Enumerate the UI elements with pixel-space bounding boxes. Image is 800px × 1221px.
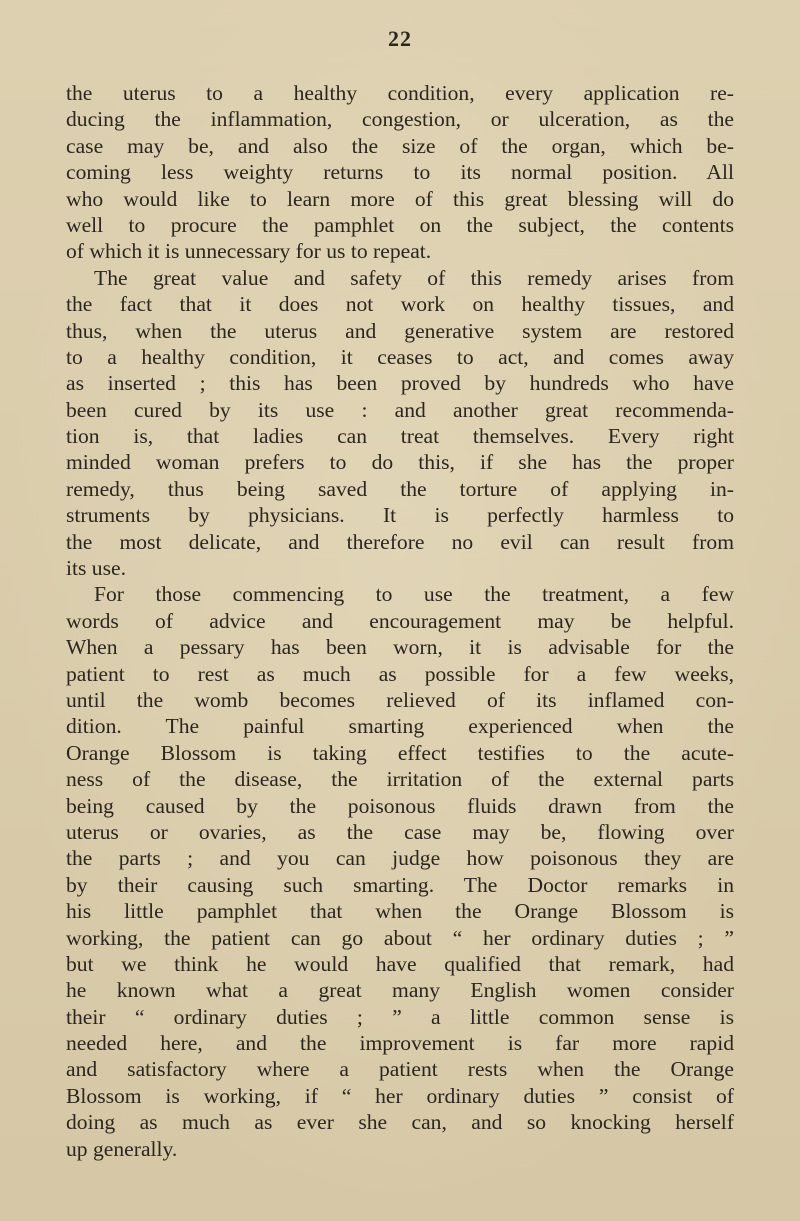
text-line: the uterus to a healthy condition, every application re-: [66, 81, 734, 105]
text-line: and satisfactory where a patient rests when the Orange: [66, 1057, 734, 1082]
text-line: of which it is unnecessary for us to repeat.: [66, 239, 432, 264]
text-line: their “ ordinary duties ; ” a little common sense is: [66, 1004, 734, 1029]
text-line: working, the patient can go about “ her ordinary duties ; ”: [66, 925, 734, 950]
text-line: uterus or ovaries, as the case may be, flowing over: [66, 819, 734, 844]
text-line: needed here, and the improvement is far more rapid: [66, 1031, 734, 1056]
page-number: 22: [388, 26, 412, 51]
text-line: to a healthy condition, it ceases to act, and comes away: [66, 344, 734, 369]
text-line: doing as much as ever she can, and so knocking herself: [66, 1110, 734, 1135]
text-line: remedy, thus being saved the torture of applying in-: [66, 476, 734, 501]
text-line: Blossom is working, if “ her ordinary duties ” consist of: [66, 1083, 734, 1108]
text-line: patient to rest as much as possible for a few weeks,: [66, 661, 734, 686]
text-line: he known what a great many English women consider: [66, 978, 734, 1003]
text-line: been cured by its use : and another great recommenda-: [66, 397, 734, 422]
paragraph: [66, 80, 734, 265]
text-line: tion is, that ladies can treat themselves. Every right: [66, 424, 734, 449]
paragraph: [66, 581, 734, 1162]
text-line: case may be, and also the size of the organ, which be-: [66, 133, 734, 158]
text-line: ness of the disease, the irritation of the external parts: [66, 767, 734, 792]
text-line: minded woman prefers to do this, if she has the proper: [66, 450, 734, 475]
text-line: For those commencing to use the treatment, a few: [94, 582, 734, 607]
text-line: Orange Blossom is taking effect testifies to the acute-: [66, 740, 734, 765]
text-line: When a pessary has been worn, it is advisable for the: [66, 635, 734, 660]
text-line: coming less weighty returns to its normal position. All: [66, 160, 734, 185]
text-line: up generally.: [66, 1136, 178, 1161]
text-line: the fact that it does not work on healthy tissues, and: [66, 292, 734, 317]
text-line: the parts ; and you can judge how poisonous they are: [66, 846, 734, 871]
text-line: thus, when the uterus and generative system are restored: [66, 318, 734, 343]
text-line: as inserted ; this has been proved by hundreds who have: [66, 371, 734, 396]
body-text: [66, 80, 734, 1162]
text-line: words of advice and encouragement may be helpful.: [66, 608, 734, 633]
text-line: The great value and safety of this remedy arises from: [94, 265, 734, 290]
text-line: but we think he would have qualified that remark, had: [66, 951, 734, 976]
paragraph: [66, 265, 734, 582]
text-line: the most delicate, and therefore no evil can result from: [66, 529, 734, 554]
text-line: struments by physicians. It is perfectly harmless to: [66, 503, 734, 528]
text-line: dition. The painful smarting experienced when the: [66, 714, 734, 739]
text-line: until the womb becomes relieved of its inflamed con-: [66, 687, 734, 712]
text-line: its use.: [66, 556, 126, 581]
text-line: his little pamphlet that when the Orange Blossom is: [66, 899, 734, 924]
text-line: ducing the inflammation, congestion, or ulceration, as the: [66, 107, 734, 132]
text-line: well to procure the pamphlet on the subject, the contents: [66, 212, 734, 237]
text-line: by their causing such smarting. The Doctor remarks in: [66, 872, 734, 897]
text-line: who would like to learn more of this great blessing will do: [66, 186, 734, 211]
text-line: being caused by the poisonous fluids drawn from the: [66, 793, 734, 818]
